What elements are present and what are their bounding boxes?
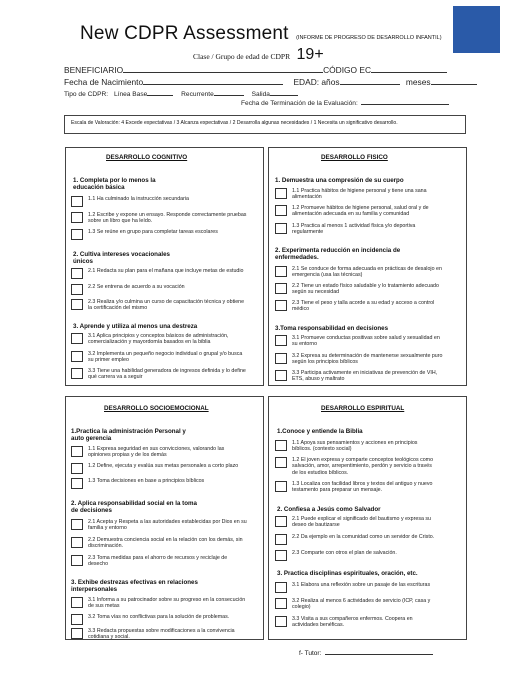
tutor-signature-field[interactable]: [325, 648, 433, 655]
item-text: 3.2 Implementa un pequeño negocio individual o grupal y/o busca su primer empleo: [88, 351, 243, 364]
title-subtitle: (INFORME DE PROGRESO DE DESARROLLO INFANTIL): [296, 35, 442, 41]
score-box[interactable]: [71, 368, 83, 379]
birth-label: Fecha de Nacimiento: [64, 77, 144, 87]
score-box[interactable]: [71, 299, 83, 310]
rating-scale-text: Escala de Valoración: 4 Excede expectativas / 3 Alcanza expectativas / 2 Desarrolla algunas necesidades / 1 Necesita un significativo desarrollo.: [71, 120, 398, 126]
class-value: 19+: [296, 46, 324, 63]
item-text: 3.1 Informa a su patrocinador sobre su progreso en la consecución de sus metas: [88, 597, 246, 610]
category-title: 3. Exhibe destrezas efectivas en relaciones interpersonales: [71, 579, 198, 594]
item-text: 2.1 Puede explicar el significado del bautismo y expresa su deseo de bautizarse: [292, 516, 431, 529]
eval-date-field[interactable]: [361, 98, 449, 105]
months-label: meses: [405, 77, 431, 87]
document-title: [80, 23, 442, 45]
item-text: 3.2 Toma vías no conflictivas para la solución de problemas.: [88, 614, 230, 620]
score-box[interactable]: [275, 616, 287, 627]
item-text: 1.3 Practica al menos 1 actividad física y/o deportiva regularmente: [292, 223, 416, 236]
item-text: 3.1 Aplica principios y conceptos básicos de administración, comercialización y mayordomía basados en la biblia: [88, 333, 229, 346]
section-title: DESARROLLO SOCIOEMOCIONAL: [104, 405, 209, 412]
section-espiritual: [268, 396, 467, 640]
item-text: 1.2 Promueve hábitos de higiene personal, salud oral y de alimentación adecuada en su familia y comunidad: [292, 205, 429, 218]
item-text: 2.3 Toma medidas para el ahorro de recursos y reciclaje de desecho: [88, 555, 228, 568]
score-box[interactable]: [71, 212, 83, 223]
exit-label: Salida: [251, 91, 270, 98]
score-box[interactable]: [275, 582, 287, 593]
score-box[interactable]: [275, 283, 287, 294]
item-text: 3.2 Expresa su determinación de mantenerse sexualmente puro según los principios bíblicos: [292, 353, 443, 366]
item-text: 2.1 Se conduce de forma adecuada en prácticas de desalojo en emergencia (usa las técnicas): [292, 266, 442, 279]
score-box[interactable]: [71, 555, 83, 566]
eval-date-label: Fecha de Terminación de la Evaluación:: [241, 100, 358, 107]
score-box[interactable]: [275, 205, 287, 216]
score-box[interactable]: [275, 550, 287, 561]
birth-row: [64, 77, 477, 87]
item-text: 3.3 Tiene una habilidad generadora de ingresos definida y lo define qué carrera va a seguir: [88, 368, 246, 381]
item-text: 1.1 Apoya sus pensamientos y acciones en principios bíblicos. (contexto social): [292, 440, 418, 453]
exit-field[interactable]: [270, 89, 298, 96]
item-text: 1.2 Escribe y expone un ensayo. Responde correctamente pruebas sobre un libro que ha leído.: [88, 212, 247, 225]
tutor-signature-row: [299, 648, 433, 657]
item-text: 3.2 Realiza al menos 6 actividades de servicio (ICP, casa y colegio): [292, 598, 431, 611]
item-text: 2.1 Redacta su plan para el mañana que incluye metas de estudio: [88, 268, 244, 274]
category-title: 1. Demuestra una compresión de su cuerpo: [275, 177, 404, 184]
baseline-label: Línea Base: [113, 91, 148, 98]
score-box[interactable]: [71, 463, 83, 474]
score-box[interactable]: [71, 614, 83, 625]
score-box[interactable]: [71, 333, 83, 344]
score-box[interactable]: [71, 537, 83, 548]
score-box[interactable]: [71, 284, 83, 295]
score-box[interactable]: [275, 370, 287, 381]
age-field[interactable]: [340, 78, 400, 85]
section-title: DESARROLLO ESPIRITUAL: [321, 405, 405, 412]
score-box[interactable]: [275, 598, 287, 609]
section-fisico: [268, 147, 467, 386]
item-text: 2.3 Comparte con otros el plan de salvación.: [292, 550, 397, 556]
birth-field[interactable]: [143, 78, 283, 85]
score-box[interactable]: [71, 196, 83, 207]
baseline-field[interactable]: [147, 89, 173, 96]
category-title: 2. Confiesa a Jesús como Salvador: [277, 506, 381, 513]
class-group-row: [193, 46, 324, 64]
score-box[interactable]: [71, 597, 83, 608]
score-box[interactable]: [71, 628, 83, 639]
tutor-label: f- Tutor:: [299, 650, 322, 657]
score-box[interactable]: [275, 534, 287, 545]
category-title: 1.Conoce y entiende la Biblia: [277, 428, 363, 435]
item-text: 2.2 Tiene un estado físico saludable y lo tratamiento adecuado según su necesidad: [292, 283, 439, 296]
section-socioemocional: [65, 396, 264, 640]
item-text: 2.2 Da ejemplo en la comunidad como un servidor de Cristo.: [292, 534, 435, 540]
category-title: 1.Practica la administración Personal y auto gerencia: [71, 428, 186, 443]
item-text: 1.3 Localiza con facilidad libros y textos del antiguo y nuevo testamento para preparar un mensaje.: [292, 481, 433, 494]
item-text: 1.3 Toma decisiones en base a principios bíblicos: [88, 478, 205, 484]
score-box[interactable]: [275, 516, 287, 527]
score-box[interactable]: [71, 446, 83, 457]
item-text: 2.3 Tiene el peso y talla acorde a su edad y acceso a control médico: [292, 300, 435, 313]
score-box[interactable]: [71, 229, 83, 240]
item-text: 2.3 Realiza y/o culmina un curso de capacitación técnica y obtiene la certificación del mismo: [88, 299, 245, 312]
item-text: 1.1 Expresa seguridad en sus convicciones, valorando las opiniones propias y de los demás: [88, 446, 225, 459]
score-box[interactable]: [275, 457, 287, 468]
score-box[interactable]: [275, 188, 287, 199]
score-box[interactable]: [275, 481, 287, 492]
category-title: 3. Aprende y utiliza al menos una destreza: [73, 323, 198, 330]
score-box[interactable]: [275, 266, 287, 277]
score-box[interactable]: [275, 353, 287, 364]
beneficiary-field[interactable]: [123, 66, 323, 73]
score-box[interactable]: [275, 223, 287, 234]
type-label: Tipo de CDPR:: [64, 91, 109, 98]
item-text: 1.2 Define, ejecuta y evalúa sus metas personales a corto plazo: [88, 463, 239, 469]
recurrent-label: Recurrente: [181, 91, 214, 98]
item-text: 2.2 Se entrena de acuerdo a su vocación: [88, 284, 185, 290]
title-main: New CDPR Assessment: [80, 23, 289, 44]
item-text: 2.1 Acepta y Respeta a las autoridades establecidas por Dios en su familia y entorno: [88, 519, 247, 532]
eval-date-row: [241, 98, 449, 107]
item-text: 3.1 Promueve conductas positivas sobre salud y sexualidad en su entorno: [292, 335, 440, 348]
score-box[interactable]: [71, 478, 83, 489]
category-title: 3.Toma responsabilidad en decisiones: [275, 325, 389, 332]
category-title: 1. Completa por lo menos la educación básica: [73, 177, 156, 192]
item-text: 1.1 Ha culminado la instrucción secundaria: [88, 196, 189, 202]
score-box[interactable]: [71, 351, 83, 362]
section-title: DESARROLLO COGNITIVO: [106, 154, 188, 161]
code-field[interactable]: [371, 66, 447, 73]
beneficiary-label: BENEFICIARIO: [64, 65, 124, 75]
rating-scale-box: [64, 115, 466, 134]
category-title: 2. Experimenta reducción en incidencia de enfermedades.: [275, 247, 401, 262]
item-text: 3.3 Visita a sus compañeros enfermos. Coopera en actividades benéficas.: [292, 616, 413, 629]
beneficiary-row: [64, 65, 447, 75]
score-box[interactable]: [275, 440, 287, 451]
category-title: 3. Practica disciplinas espirituales, oración, etc.: [277, 570, 418, 577]
category-title: 2. Aplica responsabilidad social en la toma de decisiones: [71, 500, 197, 515]
item-text: 2.2 Demuestra conciencia social en la relación con los demás, sin discriminación.: [88, 537, 243, 550]
item-text: 3.1 Elabora una reflexión sobre un pasaje de las escrituras: [292, 582, 431, 588]
cdpr-type-row: [64, 89, 298, 98]
item-text: 1.3 Se reúne en grupo para completar tareas escolares: [88, 229, 218, 235]
age-label: EDAD: años: [293, 77, 340, 87]
item-text: 3.3 Participa activamente en iniciativas de prevención de VIH, ETS, abuso y maltrato: [292, 370, 438, 383]
score-box[interactable]: [275, 335, 287, 346]
class-label: Clase / Grupo de edad de CDPR: [193, 52, 291, 61]
item-text: 1.1 Practica hábitos de higiene personal y tiene una sana alimentación: [292, 188, 427, 201]
code-label: CÓDIGO EC: [323, 65, 372, 75]
score-box[interactable]: [275, 300, 287, 311]
organization-logo: [453, 6, 500, 53]
section-cognitivo: [65, 147, 264, 386]
score-box[interactable]: [71, 519, 83, 530]
months-field[interactable]: [431, 78, 477, 85]
recurrent-field[interactable]: [214, 89, 244, 96]
score-box[interactable]: [71, 268, 83, 279]
item-text: 1.2 El joven expresa y comparte conceptos teológicos como salvación, amor, arrepentimiento, perdón y servicio a través de los estudios bíblicos.: [292, 457, 434, 476]
section-title: DESARROLLO FISICO: [321, 154, 388, 161]
category-title: 2. Cultiva intereses vocacionales únicos: [73, 251, 170, 266]
item-text: 3.3 Redacta propuestas sobre modificaciones a la convivencia cotidiana y social.: [88, 628, 235, 641]
